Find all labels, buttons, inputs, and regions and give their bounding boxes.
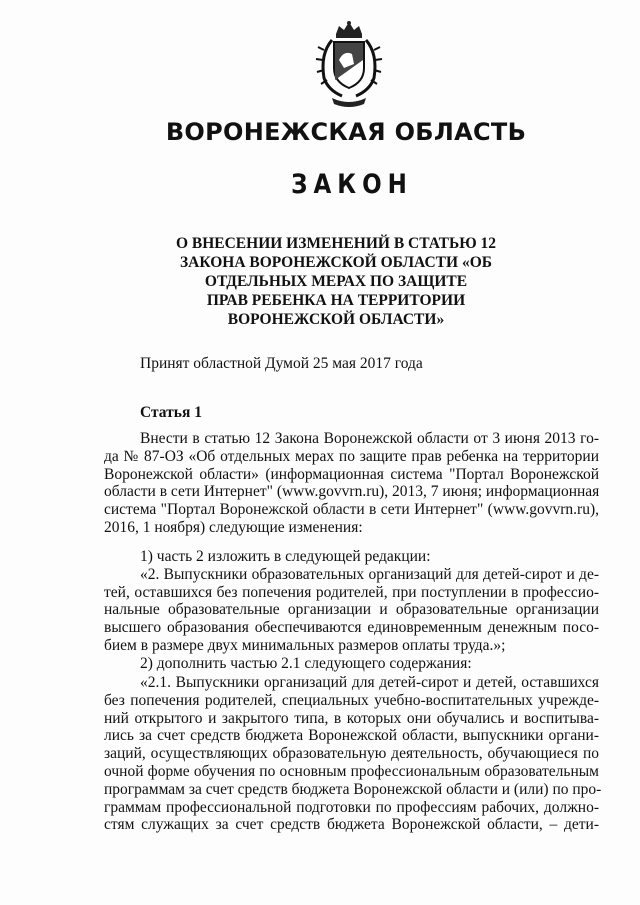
paragraph-line: тей, оставшихся без попечения родителей, при поступлении в профессио- <box>104 583 599 601</box>
paragraph-line: система "Портал Воронежской области в сети Интернет" (www.govvrn.ru), <box>104 501 599 519</box>
paragraph-line: да № 87-ОЗ «Об отдельных мерах по защите прав ребенка на территории <box>104 447 599 465</box>
paragraph-line: ний открытого и закрытого типа, в которых они обучались и воспитыва- <box>104 709 599 727</box>
paragraph-line: 2016, 1 ноября) следующие изменения: <box>104 518 363 536</box>
region-heading: ВОРОНЕЖСКАЯ ОБЛАСТЬ <box>165 118 527 146</box>
paragraph-line: бием в размере двух минимальных размеров оплаты труда.»; <box>104 636 506 654</box>
law-title-line: О ВНЕСЕНИИ ИЗМЕНЕНИЙ В СТАТЬЮ 12 <box>175 235 497 252</box>
change-1-paragraph <box>104 548 599 673</box>
article-heading: Статья 1 <box>140 404 202 421</box>
law-title-line: ВОРОНЕЖСКОЙ ОБЛАСТИ» <box>227 311 445 328</box>
paragraph-line: программам за счет средств бюджета Воронежской области и (или) по про- <box>104 780 602 798</box>
paragraph-line: стям служащих за счет средств бюджета Воронежской области, – дети- <box>104 816 599 834</box>
law-title-line: ОТДЕЛЬНЫХ МЕРАХ ПО ЗАЩИТЕ <box>204 273 468 290</box>
paragraph-line: области в сети Интернет" (www.govvrn.ru), 2013, 7 июня; информационная <box>104 483 600 501</box>
paragraph-line: заций, осуществляющих образовательную деятельность, обучающиеся по <box>104 745 599 763</box>
law-title <box>156 234 516 329</box>
law-title-line: ЗАКОНА ВОРОНЕЖСКОЙ ОБЛАСТИ «ОБ <box>179 254 492 271</box>
article-intro-paragraph <box>104 430 599 537</box>
paragraph-line: «2.1. Выпускники организаций для детей-сирот и детей, оставшихся <box>140 674 599 691</box>
paragraph-line: 2) дополнить частью 2.1 следующего содержания: <box>140 654 472 672</box>
change-2-paragraph <box>104 674 602 834</box>
paragraph-line: 1) часть 2 изложить в следующей редакции: <box>140 548 431 565</box>
paragraph-line: без попечения родителей, специальных учебно-воспитательных учрежде- <box>104 691 599 709</box>
coat-of-arms-emblem <box>314 20 384 108</box>
law-title-line: ПРАВ РЕБЕНКА НА ТЕРРИТОРИИ <box>206 292 466 309</box>
paragraph-line: высшего образования обеспечиваются единовременным денежным посо- <box>104 619 599 637</box>
document-type-heading: ЗАКОН <box>291 170 413 200</box>
paragraph-line: лись за счет средств бюджета Воронежской области, выпускники органи- <box>104 727 599 745</box>
paragraph-line: Воронежской области» (информационная система "Портал Воронежской <box>104 465 599 483</box>
paragraph-line: очной форме обучения по основным профессиональным образовательным <box>104 762 599 780</box>
paragraph-line: нальные образовательные организации и образовательные организации <box>104 601 599 619</box>
paragraph-line: «2. Выпускники образовательных организаций для детей-сирот и де- <box>140 565 599 583</box>
paragraph-line: Внести в статью 12 Закона Воронежской области от 3 июня 2013 го- <box>140 430 599 447</box>
paragraph-line: граммам профессиональной подготовки по профессиям рабочих, должно- <box>104 798 599 816</box>
adoption-date: Принят областной Думой 25 мая 2017 года <box>140 355 423 372</box>
